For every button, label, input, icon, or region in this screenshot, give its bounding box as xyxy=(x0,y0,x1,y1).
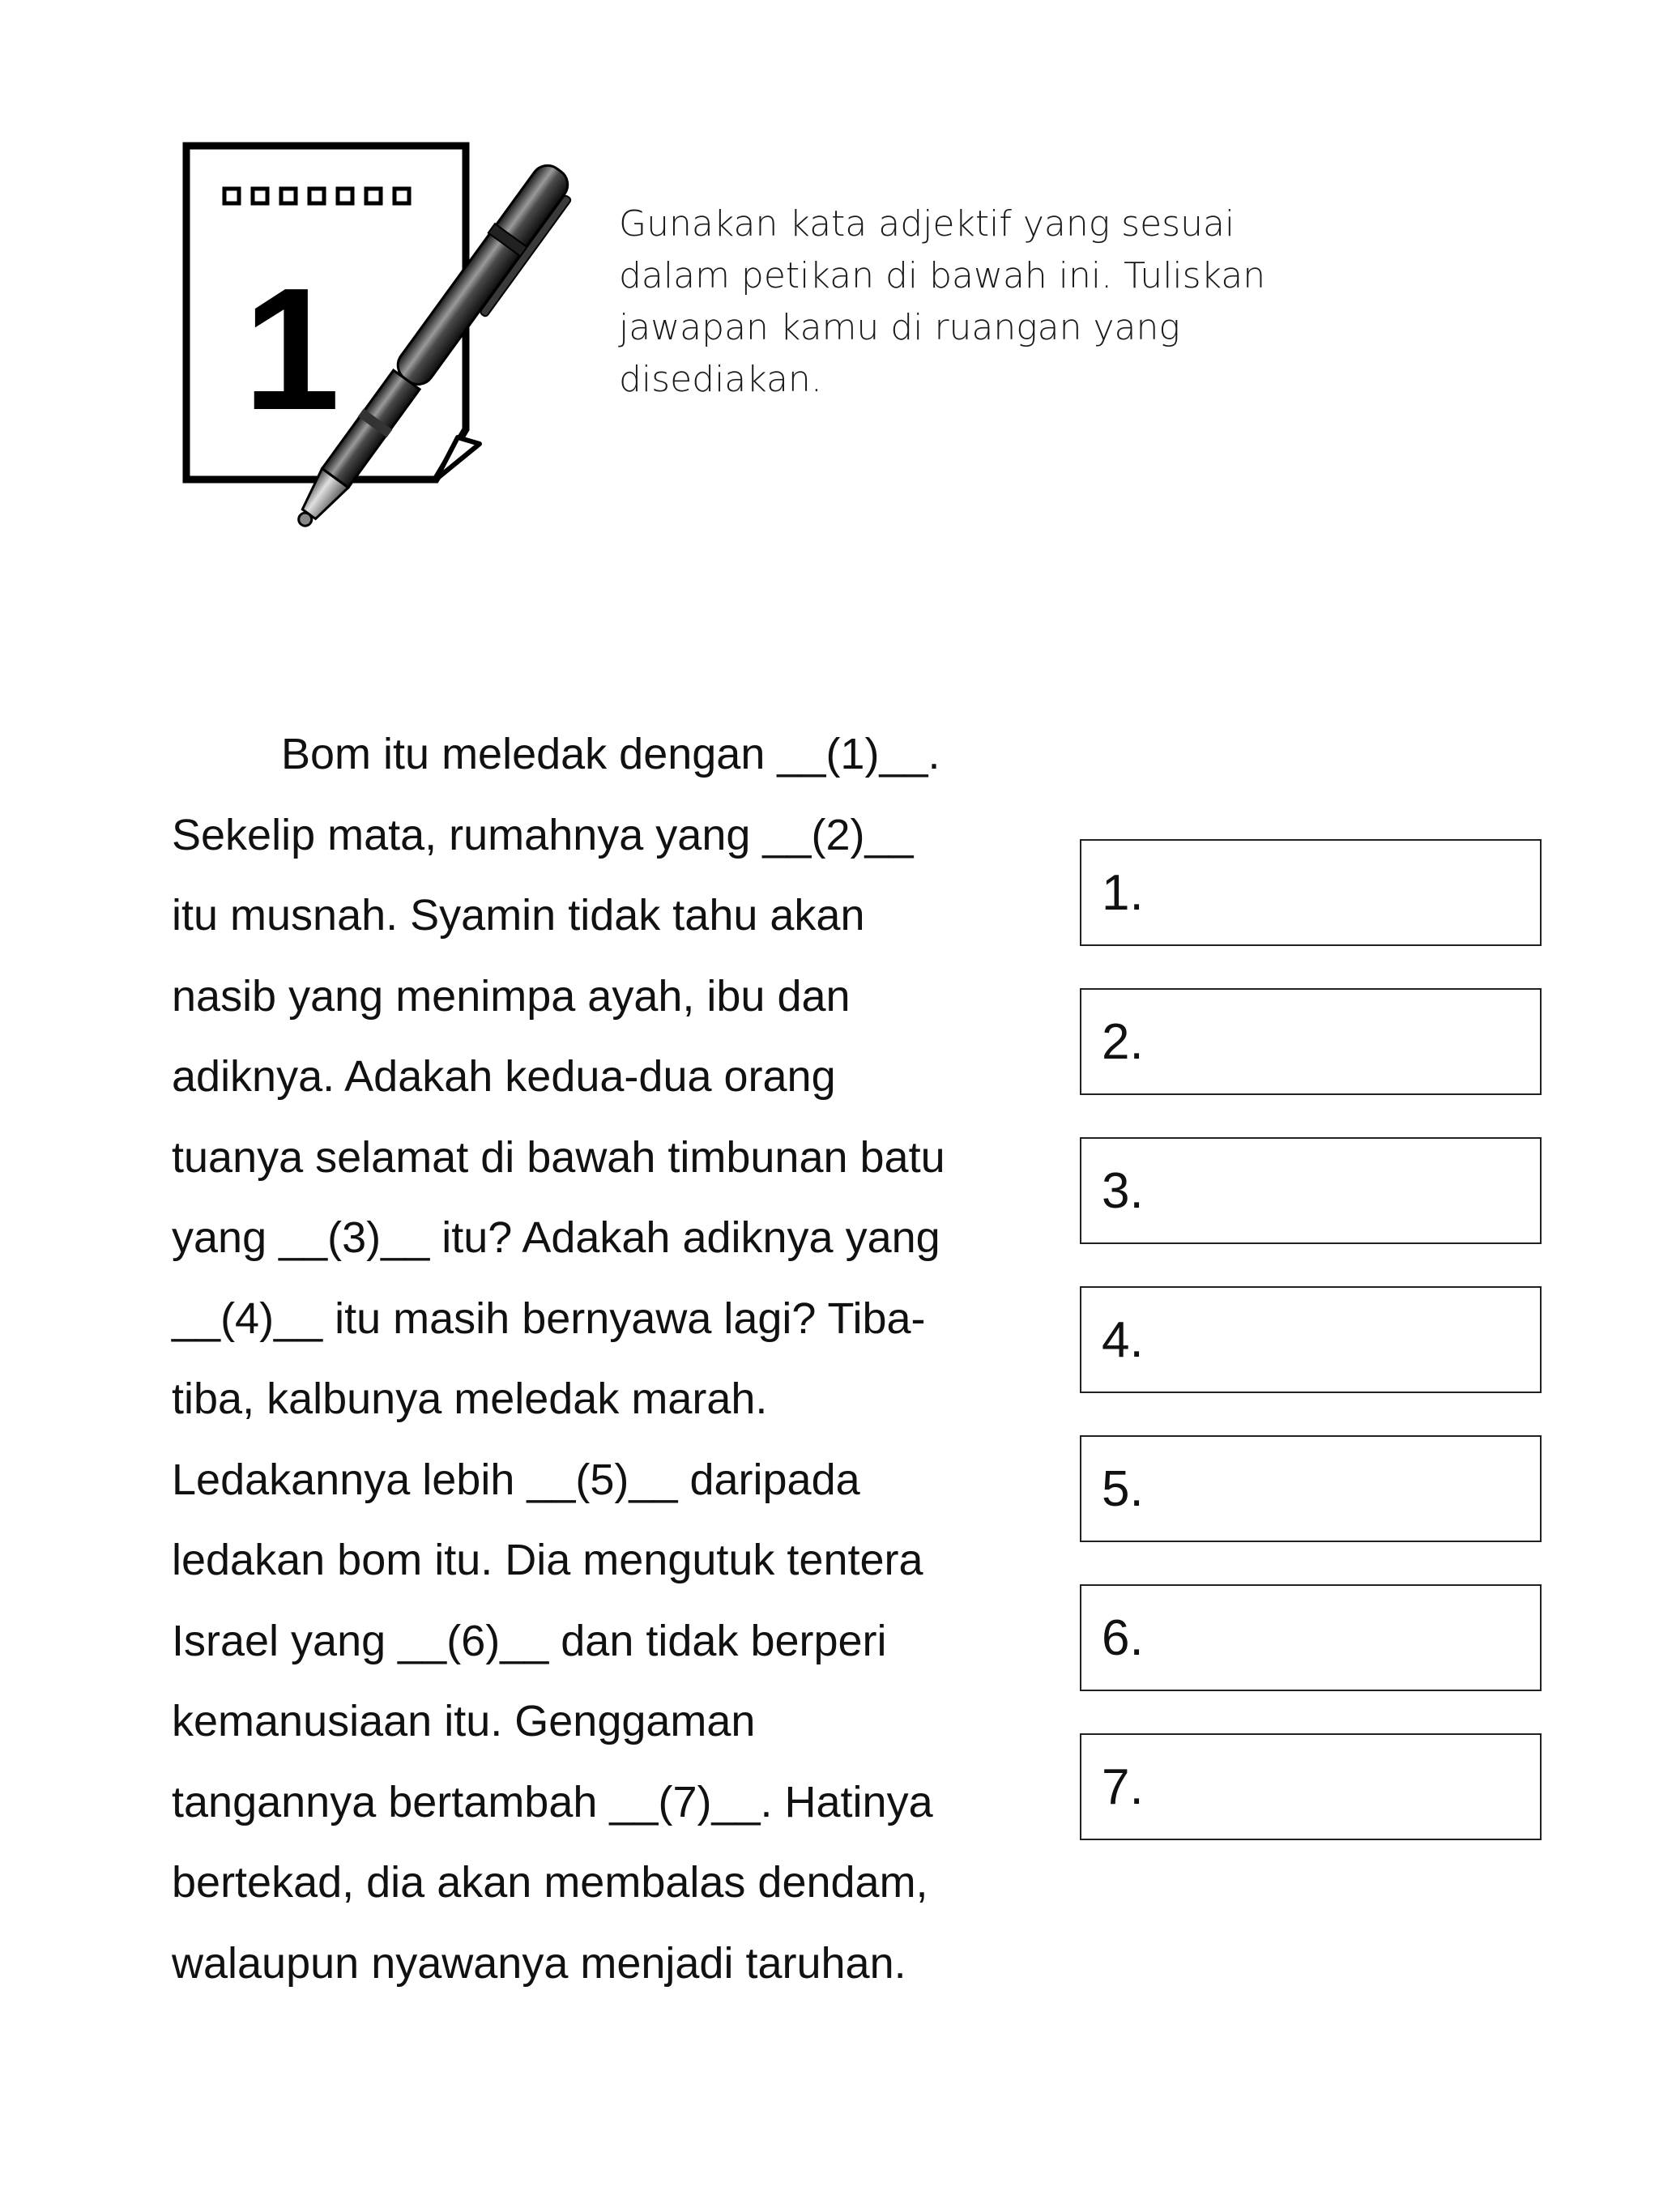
passage-line: kemanusiaan itu. Genggaman xyxy=(172,1697,756,1745)
calendar-binding-holes xyxy=(224,189,409,203)
calendar-pen-icon xyxy=(178,138,599,567)
answer-number: 3. xyxy=(1102,1163,1144,1219)
answer-box-5[interactable] xyxy=(1080,1435,1542,1542)
answer-number: 5. xyxy=(1102,1461,1144,1517)
passage-line: nasib yang menimpa ayah, ibu dan xyxy=(172,971,851,1021)
passage-line: tangannya bertambah __(7)__. Hatinya xyxy=(172,1777,933,1826)
passage-line: ledakan bom itu. Dia mengutuk tentera xyxy=(172,1536,923,1584)
passage-line: adiknya. Adakah kedua-dua orang xyxy=(172,1052,836,1101)
answer-box-7[interactable] xyxy=(1080,1733,1542,1840)
passage-line: Ledakannya lebih __(5)__ daripada xyxy=(172,1455,860,1504)
answer-box-1[interactable] xyxy=(1080,839,1542,946)
passage-line: Sekelip mata, rumahnya yang __(2)__ xyxy=(172,810,914,859)
instructions-line: Gunakan kata adjektif yang sesuai xyxy=(619,203,1235,245)
passage-line: bertekad, dia akan membalas dendam, xyxy=(172,1858,928,1907)
answer-box-6[interactable] xyxy=(1080,1584,1542,1691)
reading-passage xyxy=(172,714,1087,2004)
answer-box-2[interactable] xyxy=(1080,988,1542,1095)
instructions-text xyxy=(619,198,1429,406)
answer-number: 7. xyxy=(1102,1759,1144,1815)
answer-number: 6. xyxy=(1102,1610,1144,1666)
instructions-line: jawapan kamu di ruangan yang xyxy=(619,307,1180,348)
passage-line: tuanya selamat di bawah timbunan batu xyxy=(172,1132,945,1182)
instructions-line: disediakan. xyxy=(619,359,822,400)
answer-box-4[interactable] xyxy=(1080,1286,1542,1393)
passage-line: walaupun nyawanya menjadi taruhan. xyxy=(172,1938,906,1988)
passage-line: itu musnah. Syamin tidak tahu akan xyxy=(172,891,865,940)
passage-line: yang __(3)__ itu? Adakah adiknya yang xyxy=(172,1213,940,1262)
passage-line: Israel yang __(6)__ dan tidak berperi xyxy=(172,1616,887,1665)
passage-line: tiba, kalbunya meledak marah. xyxy=(172,1375,768,1423)
answer-number: 2. xyxy=(1102,1014,1144,1070)
answer-box-3[interactable] xyxy=(1080,1137,1542,1244)
passage-line: Bom itu meledak dengan __(1)__. xyxy=(281,730,940,778)
instructions-line: dalam petikan di bawah ini. Tuliskan xyxy=(619,255,1266,296)
page-number: 1 xyxy=(243,251,340,446)
answer-number: 1. xyxy=(1102,865,1144,921)
passage-line: __(4)__ itu masih bernyawa lagi? Tiba- xyxy=(172,1294,926,1343)
answer-number: 4. xyxy=(1102,1312,1144,1368)
